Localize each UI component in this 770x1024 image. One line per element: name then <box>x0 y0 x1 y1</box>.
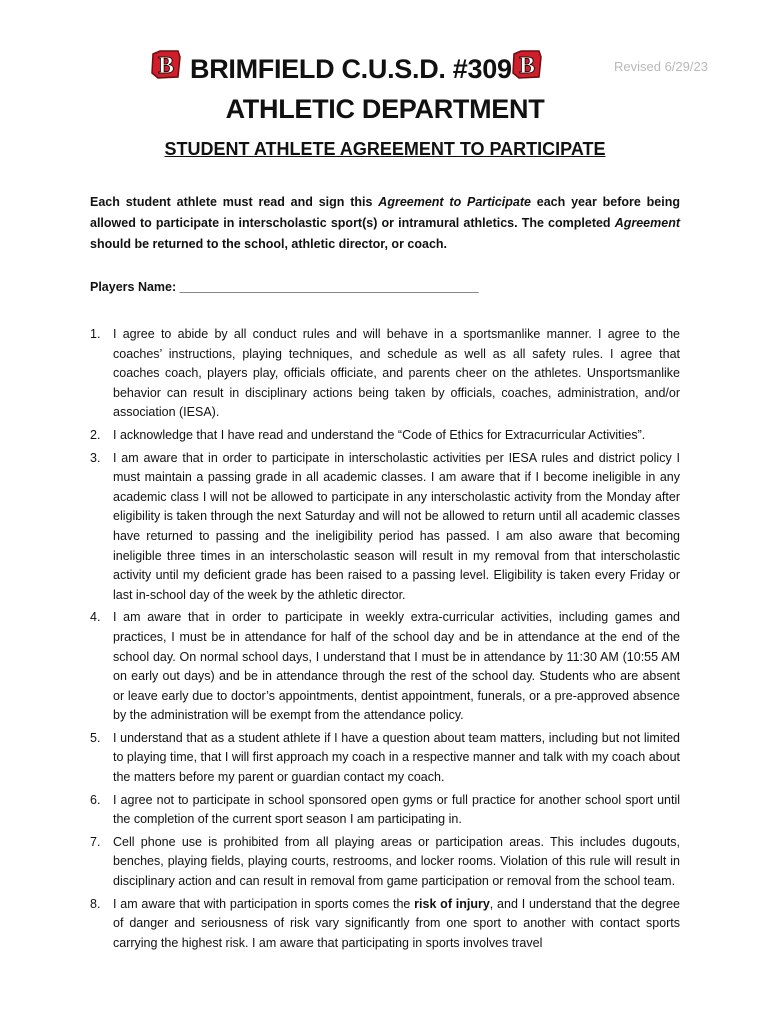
list-item <box>90 895 680 954</box>
item-number: 7. <box>90 834 101 849</box>
list-item <box>90 325 680 423</box>
intro-emphasis: Agreement to Participate <box>378 195 531 209</box>
players-name-label: Players Name: <box>90 280 180 294</box>
item-emphasis: risk of injury <box>414 896 490 911</box>
list-item <box>90 729 680 788</box>
players-name-line <box>90 280 479 294</box>
intro-text: should be returned to the school, athletic director, or coach. <box>90 237 448 251</box>
item-number: 4. <box>90 610 101 625</box>
list-item <box>90 449 680 606</box>
item-text: I am aware that with participation in sports comes the <box>113 896 415 911</box>
item-text: I am aware that in order to participate in weekly extra-curricular activities, including games and practices, I must be in attendance for half of the school day and be in attendance at the end of the school day. On normal school days, I understand that I must be in attendance by 11:30 AM (10:55 AM on early out days) and be in attendance through the rest of the school day. Students who are absent or leave early due to doctor’s appointments, dentist appointment, funerals, or a pre-approved absence by the administration will be exempt from the attendance policy. <box>113 610 680 723</box>
header <box>0 44 770 88</box>
item-number: 2. <box>90 427 101 442</box>
intro-text: each year before being allowed to participate in interscholastic sport(s) or intramural athletics. The completed <box>90 195 680 230</box>
players-name-blank[interactable]: ___________________________________________ <box>179 280 479 294</box>
school-logo-left <box>150 48 182 80</box>
revised-date: Revised 6/29/23 <box>614 59 708 74</box>
item-number: 6. <box>90 792 101 807</box>
item-text: I understand that as a student athlete if I have a question about team matters, including but not limited to playing time, that I will first approach my coach in a respective manner and talk with my coach about the matters before my parent or guardian contact my coach. <box>113 730 680 785</box>
item-text: I agree to abide by all conduct rules and will behave in a sportsmanlike manner. I agree to the coaches’ instructions, playing techniques, and schedule as well as all safety rules. I agree that coaches coach, players play, officials officiate, and parents cheer on the athletes. Unsportsmanlike behavior can result in disciplinary actions being taken by officials, coaches, administration, and/or association (IESA). <box>113 327 680 420</box>
intro-text: Each student athlete must read and sign this <box>90 195 379 209</box>
item-number: 8. <box>90 896 101 911</box>
district-title: BRIMFIELD C.U.S.D. #309 <box>190 54 512 84</box>
logo-letter: B <box>518 53 536 79</box>
item-text: Cell phone use is prohibited from all playing areas or participation areas. This includes dugouts, benches, playing fields, playing courts, restrooms, and locker rooms. Violation of this rule will result in disciplinary action and can result in removal from game participation or removal from the school team. <box>113 834 680 889</box>
item-number: 5. <box>90 730 101 745</box>
intro-emphasis: Agreement <box>614 216 680 230</box>
item-text: , and I understand that the degree of danger and seriousness of risk vary significantly from one sport to another with contact sports carrying the highest risk. I am aware that participating in sports involves travel <box>113 896 680 950</box>
agreement-list <box>90 325 680 956</box>
intro-paragraph <box>90 192 680 255</box>
school-logo-right <box>511 48 543 80</box>
item-text: I agree not to participate in school sponsored open gyms or full practice for another school sport until the completion of the current sport season I am participating in. <box>113 792 680 827</box>
list-item <box>90 426 680 446</box>
department-title: ATHLETIC DEPARTMENT <box>225 94 545 124</box>
item-text: I am aware that in order to participate in interscholastic activities per IESA rules and district policy I must maintain a passing grade in all academic classes. I am aware that if I become ineligible in any academic class I will not be allowed to participate in any interscholastic activity from the Monday after eligibility is taken through the next Saturday and will not be allowed to return until all academic classes have returned to passing and the ineligibility period has passed. I am also aware that becoming ineligible three times in an interscholastic season will result in my removal from that interscholastic activity until my deficient grade has been raised to a passing level. Eligibility is taken every Friday or last in-school day of the week by the athletic director. <box>113 450 680 602</box>
list-item <box>90 833 680 892</box>
list-item <box>90 791 680 830</box>
item-number: 3. <box>90 450 101 465</box>
item-number: 1. <box>90 327 101 341</box>
agreement-title: STUDENT ATHLETE AGREEMENT TO PARTICIPATE <box>164 139 606 159</box>
item-text: I acknowledge that I have read and understand the “Code of Ethics for Extracurricular Activities”. <box>113 427 646 442</box>
list-item <box>90 608 680 726</box>
logo-letter: B <box>157 53 175 79</box>
